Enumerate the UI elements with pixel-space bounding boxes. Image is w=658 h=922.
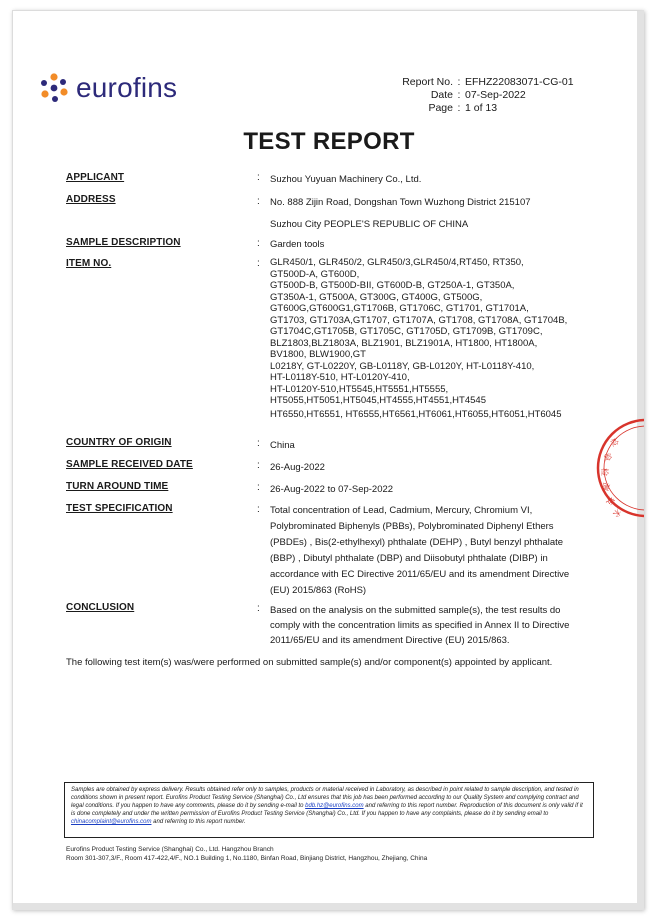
- report-no-colon: :: [457, 76, 461, 88]
- eurofins-logo: [38, 68, 177, 108]
- svg-text:检: 检: [608, 436, 621, 448]
- item-no-line: HT-L0118Y-510, HT-L0120Y-410,: [270, 372, 410, 383]
- sample-description-colon: :: [257, 238, 260, 249]
- item-no-line: HT5055,HT5051,HT5045,HT4555,HT4551,HT4545: [270, 395, 486, 406]
- address-line1: No. 888 Zijin Road, Dongshan Town Wuzhong District 215107: [270, 197, 531, 208]
- applicant-label: APPLICANT: [66, 172, 125, 183]
- report-no-label: Report No.: [402, 76, 453, 88]
- date-label: Date: [430, 89, 453, 101]
- footer-address: [66, 846, 427, 863]
- logo-wordmark: eurofins: [76, 72, 178, 103]
- page-colon: :: [457, 102, 461, 114]
- address-colon: :: [257, 196, 260, 207]
- item-no-line: GT1703, GT1703A,GT1707, GT1707A, GT1708, GT1708A, GT1704B,: [270, 314, 568, 326]
- conclusion-label: CONCLUSION: [66, 602, 135, 613]
- sample-description-label: SAMPLE DESCRIPTION: [66, 237, 181, 248]
- turnaround-value: 26-Aug-2022 to 07-Sep-2022: [270, 484, 394, 495]
- conclusion-colon: :: [257, 603, 260, 614]
- item-no-line: HT6550,HT6551, HT6555,HT6561,HT6061,HT6055,HT6051,HT6045: [270, 408, 562, 420]
- disclaimer-email-link[interactable]: bdb.hz@eurofins.com: [305, 803, 364, 809]
- item-no-colon: :: [257, 258, 260, 269]
- disclaimer-box: [64, 782, 594, 838]
- report-no-value: EFHZ22083071-CG-01: [465, 76, 574, 88]
- report-meta: [385, 76, 574, 115]
- footer-line1: Eurofins Product Testing Service (Shanghai) Co., Ltd. Hangzhou Branch: [66, 846, 274, 853]
- turnaround-label: TURN AROUND TIME: [66, 481, 169, 492]
- page-title: TEST REPORT: [243, 128, 415, 155]
- applicant-colon: :: [257, 172, 260, 183]
- country-value: China: [270, 440, 295, 451]
- complaint-email-link[interactable]: chinacomplaint@eurofins.com: [71, 819, 152, 825]
- conclusion-value: Based on the analysis on the submitted sample(s), the test results do comply with the concentration limits as specified in Annex II to Directive 2011/65/EU and its amendment Directive (EU) 2015/863.: [270, 605, 570, 646]
- item-no-line: GT350A-1, GT500A, GT300G, GT400G, GT500G,: [270, 291, 483, 303]
- disclaimer-text: and referring to this report number.: [153, 819, 246, 825]
- svg-text:检: 检: [600, 468, 609, 476]
- spec-value: Total concentration of Lead, Cadmium, Mercury, Chromium VI, Polybrominated Biphenyls (PBBs), Polybrominated Diphenyl Ethers (PBDEs) , Bis(2-ethylhexyl) phthalate (DEHP) , Butyl benzyl phthalate (BBP) , Dibutyl phthalate (DBP) and Diisobutyl phthalate (DIBP) in accordance with EC Directive 2011/65/EU and its amendment Directive (EU) 2015/863 (RoHS): [270, 505, 570, 596]
- disclaimer-text: Samples are obtained by express delivery. Results obtained refer only to samples, products or material received in Laboratory, as described in point related to sample description, and tested in conditions shown in present report. Eurofins Product Testing Service (Shanghai) Co., Ltd ensures that this job has been performed according to our Quality System and complying contract and legal conditions. If you happen to have any comments, please do it by sending e-mail to: [71, 787, 579, 809]
- applicant-value: Suzhou Yuyuan Machinery Co., Ltd.: [270, 174, 422, 185]
- date-value: 07-Sep-2022: [465, 89, 526, 101]
- spec-label: TEST SPECIFICATION: [66, 503, 173, 514]
- item-no-line: GT500D-B, GT500D-BII, GT600D-B, GT250A-1, GT350A,: [270, 280, 515, 291]
- date-colon: :: [457, 89, 461, 101]
- disclaimer-text: and referring to this report number. Reproduction of this document is only valid if it is done completely and under the written permission of Eurofins Product Testing Service (Shanghai) Co., Ltd. If you happen to have any complaints, please do it by sending email to: [71, 803, 583, 817]
- item-no-line: L0218Y, GT-L0220Y, GB-L0118Y, GB-L0120Y, HT-L0118Y-410,: [270, 360, 535, 372]
- received-label: SAMPLE RECEIVED DATE: [66, 459, 193, 470]
- address-label: ADDRESS: [66, 194, 116, 205]
- sample-description-value: Garden tools: [270, 239, 325, 250]
- svg-text:测: 测: [599, 481, 611, 492]
- svg-text:技: 技: [604, 495, 617, 507]
- red-stamp-seal: [584, 408, 644, 528]
- following-note: The following test item(s) was/were performed on submitted sample(s) and/or component(s) appointed by applicant.: [66, 657, 553, 668]
- item-no-list: [270, 257, 590, 420]
- item-no-line: GT600G,GT600G1,GT1706B, GT1706C, GT1701, GT1701A,: [270, 303, 529, 314]
- item-no-line: BV1800, BLW1900,GT: [270, 349, 366, 360]
- stamp-icon: [584, 408, 644, 528]
- svg-text:术: 术: [610, 506, 623, 519]
- item-no-line: GT500D-A, GT600D,: [270, 268, 360, 280]
- address-line2: Suzhou City PEOPLE'S REPUBLIC OF CHINA: [270, 219, 469, 230]
- received-colon: :: [257, 460, 260, 471]
- footer-line2: Room 301-307,3/F., Room 417-422,4/F., NO.1 Building 1, No.1180, Binfan Road, Binjiang District, Hangzhou, Zhejiang, China: [66, 854, 428, 862]
- country-label: COUNTRY OF ORIGIN: [66, 437, 172, 448]
- page-value: 1 of 13: [465, 102, 498, 114]
- item-no-label: ITEM NO.: [66, 258, 112, 269]
- item-no-line: GLR450/1, GLR450/2, GLR450/3,GLR450/4,RT450, RT350,: [270, 257, 524, 268]
- item-no-line: HT-L0120Y-510,HT5545,HT5551,HT5555,: [270, 383, 449, 395]
- item-no-line: BLZ1803,BLZ1803A, BLZ1901, BLZ1901A, HT1800, HT1800A,: [270, 337, 538, 349]
- svg-text:验: 验: [602, 452, 613, 463]
- country-colon: :: [257, 438, 260, 449]
- turnaround-colon: :: [257, 482, 260, 493]
- eurofins-logo-icon: [38, 72, 70, 104]
- spec-colon: :: [257, 504, 260, 515]
- item-no-line: GT1704C,GT1705B, GT1705C, GT1705D, GT1709B, GT1709C,: [270, 326, 543, 337]
- page-label: Page: [428, 102, 453, 114]
- received-value: 26-Aug-2022: [270, 462, 325, 473]
